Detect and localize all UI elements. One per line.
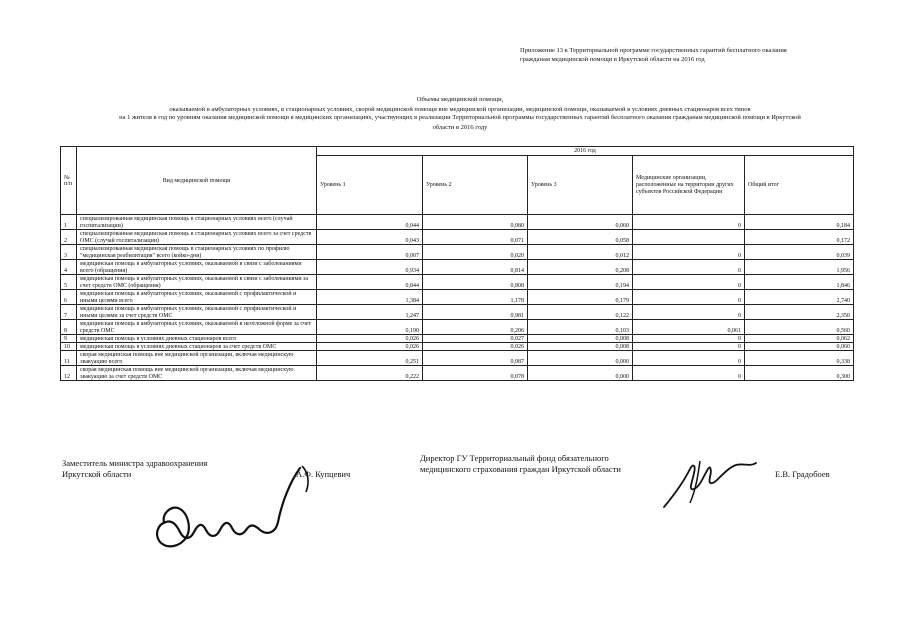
row-name-cell: медицинская помощь в условиях дневных стационаров за счет средств ОМС xyxy=(77,343,317,351)
level-3-cell: 0,103 xyxy=(528,320,633,335)
table-row xyxy=(61,215,854,230)
row-name-cell: медицинская помощь в амбулаторных условиях, оказываемой с профилактической и иными целями за счет средств ОМС xyxy=(77,305,317,320)
level-1-cell: 0,044 xyxy=(317,215,423,230)
level-3-cell: 0,008 xyxy=(528,335,633,343)
level-1-cell: 0,026 xyxy=(317,343,423,351)
table-row xyxy=(61,275,854,290)
row-num-cell: 6 xyxy=(61,290,77,305)
level-3-cell: 0,179 xyxy=(528,290,633,305)
header-level-2: Уровень 2 xyxy=(423,156,528,215)
level-3-cell: 0,058 xyxy=(528,230,633,245)
row-name-cell: специализированная медицинская помощь в стационарных условиях всего за счет средств ОМС (случай госпитализации) xyxy=(77,230,317,245)
total-cell: 0,300 xyxy=(745,366,854,381)
other-regions-cell: 0 xyxy=(633,215,745,230)
header-num: № п/п xyxy=(61,147,77,215)
title-line-3: на 1 жителя в год по уровням оказания медицинской помощи в медицинских организациях, участвующих в реализации Территориальной программы государственных гарантий бесплатного оказания гражданам медицинской помощи в Иркутской xyxy=(119,114,801,121)
level-3-cell: 0,000 xyxy=(528,351,633,366)
appendix-note xyxy=(520,47,850,64)
table-body xyxy=(61,215,854,381)
appendix-line-2: гражданам медицинской помощи в Иркутской области на 2016 год xyxy=(520,55,705,63)
level-2-cell: 0,027 xyxy=(423,335,528,343)
level-3-cell: 0,122 xyxy=(528,305,633,320)
row-num-cell: 12 xyxy=(61,366,77,381)
level-2-cell: 0,071 xyxy=(423,230,528,245)
left-signer-name: А.Ф. Купцевич xyxy=(296,469,351,479)
level-1-cell: 0,043 xyxy=(317,230,423,245)
table-row xyxy=(61,305,854,320)
level-2-cell: 0,080 xyxy=(423,215,528,230)
row-name-cell: медицинская помощь в условиях дневных стационаров всего xyxy=(77,335,317,343)
level-1-cell: 1,247 xyxy=(317,305,423,320)
level-2-cell: 1,178 xyxy=(423,290,528,305)
header-level-1: Уровень 1 xyxy=(317,156,423,215)
other-regions-cell: 0 xyxy=(633,275,745,290)
level-1-cell: 0,844 xyxy=(317,275,423,290)
level-1-cell: 0,934 xyxy=(317,260,423,275)
row-name-cell: скорая медицинская помощь вне медицинской организации, включая медицинскую эвакуацию за счет средств ОМС xyxy=(77,366,317,381)
left-signer-title-1: Заместитель министра здравоохранения xyxy=(62,458,208,468)
row-num-cell: 8 xyxy=(61,320,77,335)
row-num-cell: 1 xyxy=(61,215,77,230)
total-cell: 1,846 xyxy=(745,275,854,290)
left-signer-title-2: Иркутской области xyxy=(62,469,132,479)
other-regions-cell: 0 xyxy=(633,351,745,366)
right-signer-title-2: медицинского страхования граждан Иркутской области xyxy=(420,464,621,474)
total-cell: 0,039 xyxy=(745,245,854,260)
level-2-cell: 0,020 xyxy=(423,245,528,260)
header-year: 2016 год xyxy=(317,147,854,156)
level-2-cell: 0,078 xyxy=(423,366,528,381)
other-regions-cell: 0,061 xyxy=(633,320,745,335)
row-num-cell: 5 xyxy=(61,275,77,290)
header-other-regions: Медицинские организации, расположенные на территории других субъектов Российской Федерации xyxy=(633,156,745,215)
other-regions-cell: 0 xyxy=(633,305,745,320)
header-total: Общий итог xyxy=(745,156,854,215)
row-name-cell: медицинская помощь в амбулаторных условиях, оказываемой в связи с заболеваниями за счет средств ОМС (обращения) xyxy=(77,275,317,290)
total-cell: 0,062 xyxy=(745,335,854,343)
title-line-1: Объемы медицинской помощи, xyxy=(416,96,504,103)
total-cell: 2,740 xyxy=(745,290,854,305)
other-regions-cell xyxy=(633,230,745,245)
total-cell: 0,560 xyxy=(745,320,854,335)
header-type: Вид медицинской помощи xyxy=(77,147,317,215)
table-row xyxy=(61,260,854,275)
row-num-cell: 3 xyxy=(61,245,77,260)
level-2-cell: 0,981 xyxy=(423,305,528,320)
level-1-cell: 0,222 xyxy=(317,366,423,381)
other-regions-cell: 0 xyxy=(633,343,745,351)
table-row xyxy=(61,245,854,260)
table-row xyxy=(61,290,854,305)
level-3-cell: 0,208 xyxy=(528,260,633,275)
table-row xyxy=(61,320,854,335)
row-num-cell: 4 xyxy=(61,260,77,275)
row-name-cell: специализированная медицинская помощь в стационарных условиях всего (случай госпитализации) xyxy=(77,215,317,230)
right-handwritten-signature xyxy=(660,455,760,510)
other-regions-cell: 0 xyxy=(633,335,745,343)
title-line-2: оказываемой в амбулаторных условиях, в стационарных условиях, скорой медицинской помощи вне медицинской организации, медицинской помощи, оказываемой в условиях дневных стационаров всех типов xyxy=(169,106,751,113)
level-3-cell: 0,008 xyxy=(528,343,633,351)
other-regions-cell: 0 xyxy=(633,260,745,275)
other-regions-cell: 0 xyxy=(633,245,745,260)
table-row xyxy=(61,343,854,351)
total-cell: 0,172 xyxy=(745,230,854,245)
row-name-cell: медицинская помощь в амбулаторных условиях, оказываемой с профилактической и иными целями всего xyxy=(77,290,317,305)
level-3-cell: 0,012 xyxy=(528,245,633,260)
left-handwritten-signature xyxy=(150,462,320,557)
total-cell: 0,184 xyxy=(745,215,854,230)
table-row xyxy=(61,366,854,381)
right-signer-name: Е.В. Градобоев xyxy=(775,469,830,479)
table-row xyxy=(61,351,854,366)
other-regions-cell: 0 xyxy=(633,366,745,381)
right-signer-title xyxy=(420,453,621,475)
volumes-table xyxy=(60,146,854,381)
row-name-cell: медицинская помощь в амбулаторных условиях, оказываемой в связи с заболеваниями всего (обращения) xyxy=(77,260,317,275)
header-level-3: Уровень 3 xyxy=(528,156,633,215)
total-cell: 0,338 xyxy=(745,351,854,366)
level-2-cell: 0,026 xyxy=(423,343,528,351)
total-cell: 1,956 xyxy=(745,260,854,275)
level-1-cell: 0,007 xyxy=(317,245,423,260)
level-3-cell: 0,194 xyxy=(528,275,633,290)
level-3-cell: 0,000 xyxy=(528,366,633,381)
level-3-cell: 0,060 xyxy=(528,215,633,230)
total-cell: 0,060 xyxy=(745,343,854,351)
level-2-cell: 0,087 xyxy=(423,351,528,366)
level-1-cell: 0,026 xyxy=(317,335,423,343)
title-line-4: области в 2016 году xyxy=(432,124,488,131)
row-num-cell: 11 xyxy=(61,351,77,366)
row-num-cell: 10 xyxy=(61,343,77,351)
level-1-cell: 1,384 xyxy=(317,290,423,305)
level-2-cell: 0,206 xyxy=(423,320,528,335)
level-1-cell: 0,190 xyxy=(317,320,423,335)
row-num-cell: 7 xyxy=(61,305,77,320)
row-num-cell: 2 xyxy=(61,230,77,245)
row-name-cell: медицинская помощь в амбулаторных условиях, оказываемой в неотложной форме за счет средств ОМС xyxy=(77,320,317,335)
right-signer-title-1: Директор ГУ Территориальный фонд обязательного xyxy=(420,453,609,463)
row-name-cell: специализированная медицинская помощь в стационарных условиях по профилю "медицинская реабилитация" всего (койко-дни) xyxy=(77,245,317,260)
table-row xyxy=(61,230,854,245)
row-name-cell: скорая медицинская помощь вне медицинской организации, включая медицинскую эвакуацию всего xyxy=(77,351,317,366)
total-cell: 2,350 xyxy=(745,305,854,320)
row-num-cell: 9 xyxy=(61,335,77,343)
table-row xyxy=(61,335,854,343)
level-2-cell: 0,808 xyxy=(423,275,528,290)
level-1-cell: 0,251 xyxy=(317,351,423,366)
level-2-cell: 0,814 xyxy=(423,260,528,275)
appendix-line-1: Приложение 13 к Территориальной программе государственных гарантий бесплатного оказания xyxy=(520,47,787,54)
other-regions-cell: 0 xyxy=(633,290,745,305)
